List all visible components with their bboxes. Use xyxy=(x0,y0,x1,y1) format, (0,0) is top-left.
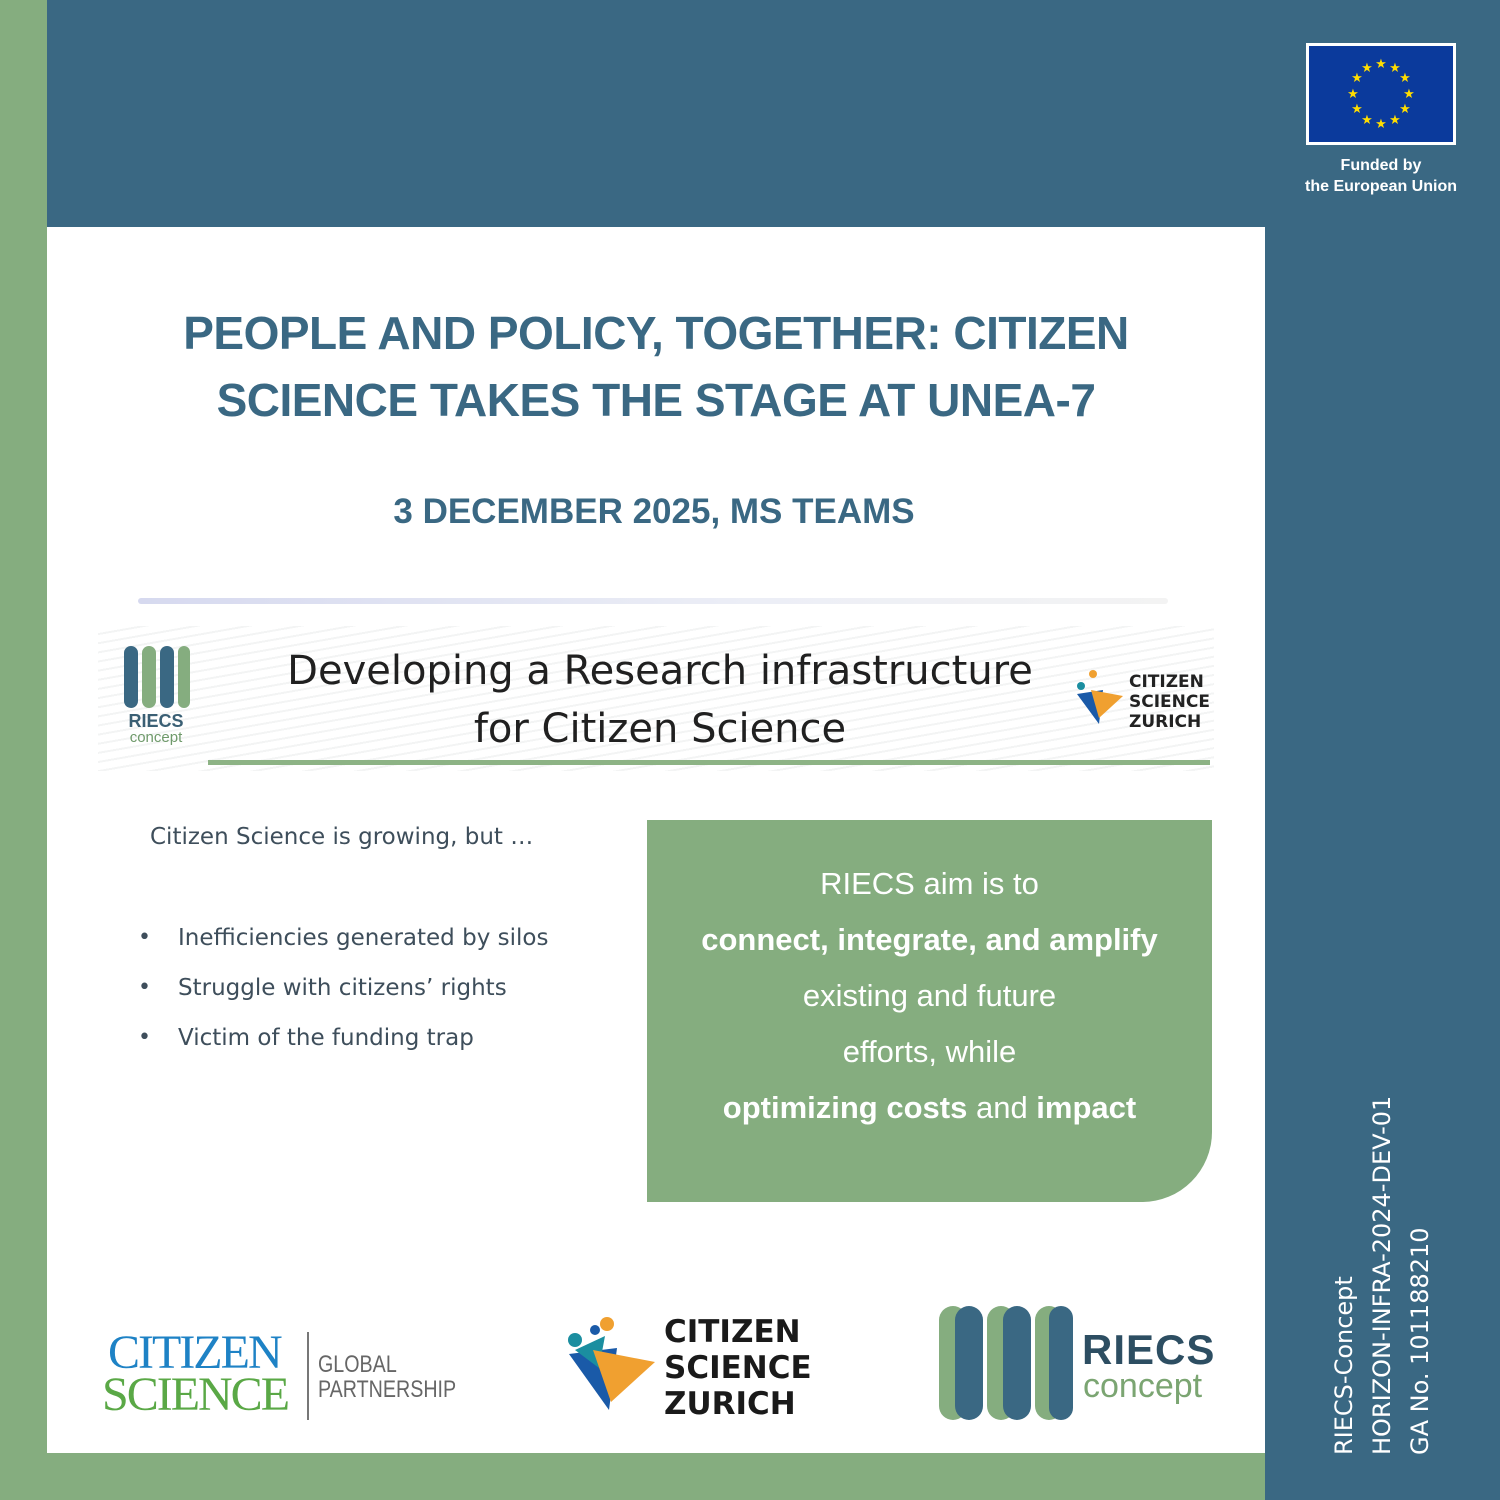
csgp-word-science: SCIENCE xyxy=(102,1368,289,1421)
riecs-concept-logo xyxy=(935,1302,1225,1424)
eu-funding-caption xyxy=(1280,155,1482,197)
slide-csz-line2: SCIENCE xyxy=(1129,692,1210,712)
slide-screenshot xyxy=(98,598,1214,1204)
svg-text:★: ★ xyxy=(1399,71,1411,86)
csz-text xyxy=(664,1314,812,1422)
bullet-icon: • xyxy=(138,1025,151,1050)
csz-line2: SCIENCE xyxy=(664,1350,812,1386)
csz-mark-icon xyxy=(1073,668,1127,728)
svg-text:★: ★ xyxy=(1351,71,1363,86)
aim-bold-costs: optimizing costs xyxy=(722,1090,968,1125)
riecs-sub: concept xyxy=(1083,1367,1203,1405)
riecs-mark-icon xyxy=(116,644,196,710)
bullet-icon: • xyxy=(138,975,151,1000)
svg-text:★: ★ xyxy=(1399,102,1411,117)
riecs-aim-box xyxy=(647,820,1212,1202)
svg-text:★: ★ xyxy=(1347,87,1359,102)
project-info-line2: HORIZON-INFRA-2024-DEV-01 xyxy=(1368,1095,1396,1455)
project-info-line1: RIECS-Concept xyxy=(1330,1276,1358,1455)
riecs-mark-icon xyxy=(935,1302,1075,1424)
slide-bullet-list xyxy=(138,920,548,1070)
event-title-line1: PEOPLE AND POLICY, TOGETHER: CITIZEN xyxy=(183,307,1129,359)
slide-header-divider xyxy=(208,760,1210,765)
eu-caption-line1: Funded by xyxy=(1340,157,1422,174)
list-item xyxy=(138,970,548,1020)
project-info-line3: GA No. 101188210 xyxy=(1406,1227,1434,1455)
aim-and: and xyxy=(967,1090,1037,1125)
project-info-vertical xyxy=(1325,1035,1439,1455)
svg-text:★: ★ xyxy=(1351,102,1363,117)
csz-line3: ZURICH xyxy=(664,1386,796,1422)
bullet-text: Victim of the funding trap xyxy=(178,1025,474,1051)
event-date-location: 3 DECEMBER 2025, MS TEAMS xyxy=(393,492,915,531)
aim-line3: existing and future xyxy=(802,978,1057,1013)
csgp-tag-global: GLOBAL xyxy=(318,1351,397,1378)
slide-riecs-word: RIECS xyxy=(128,711,184,731)
aim-line2: connect, integrate, and amplify xyxy=(701,922,1158,957)
csz-line1: CITIZEN xyxy=(664,1314,801,1350)
slide-riecs-logo xyxy=(116,644,196,746)
svg-text:★: ★ xyxy=(1375,117,1387,132)
aim-line4: efforts, while xyxy=(842,1034,1017,1069)
csz-mark-icon xyxy=(565,1310,661,1418)
svg-text:★: ★ xyxy=(1375,57,1387,72)
svg-text:★: ★ xyxy=(1389,61,1401,76)
csgp-divider xyxy=(307,1332,309,1420)
bullet-icon: • xyxy=(138,925,151,950)
event-title-line2: SCIENCE TAKES THE STAGE AT UNEA-7 xyxy=(216,374,1096,426)
csgp-tag-partnership: PARTNERSHIP xyxy=(318,1376,457,1403)
slide-csz-line3: ZURICH xyxy=(1129,712,1202,732)
csgp-word-citizen: CITIZEN xyxy=(108,1326,281,1379)
list-item xyxy=(138,920,548,970)
slide-title-line2: for Citizen Science xyxy=(473,706,847,752)
svg-text:★: ★ xyxy=(1361,113,1373,128)
list-item xyxy=(138,1020,548,1070)
svg-text:★: ★ xyxy=(1403,87,1415,102)
eu-caption-line2: the European Union xyxy=(1305,178,1457,195)
bullet-text: Struggle with citizens’ rights xyxy=(178,975,507,1001)
aim-line1: RIECS aim is to xyxy=(820,866,1039,901)
eu-flag-icon xyxy=(1306,43,1456,145)
riecs-word: RIECS xyxy=(1082,1326,1216,1373)
slide-csz-line1: CITIZEN xyxy=(1129,672,1204,692)
event-title xyxy=(100,300,1212,434)
slide-riecs-sub: concept xyxy=(129,729,183,746)
slide-lead-text: Citizen Science is growing, but … xyxy=(150,824,534,850)
slide-title xyxy=(230,642,1090,758)
bullet-text: Inefficiencies generated by silos xyxy=(178,925,549,951)
slide-top-strip xyxy=(138,598,1168,604)
slide-csz-logo xyxy=(1073,668,1213,732)
svg-text:★: ★ xyxy=(1361,61,1373,76)
aim-bold-impact: impact xyxy=(1036,1090,1137,1125)
aim-line5 xyxy=(647,1080,1212,1136)
slide-csz-text xyxy=(1129,672,1210,732)
svg-text:★: ★ xyxy=(1389,113,1401,128)
slide-title-line1: Developing a Research infrastructure xyxy=(287,648,1033,694)
citizen-science-global-partnership-logo xyxy=(102,1326,457,1422)
citizen-science-zurich-logo xyxy=(565,1310,825,1420)
